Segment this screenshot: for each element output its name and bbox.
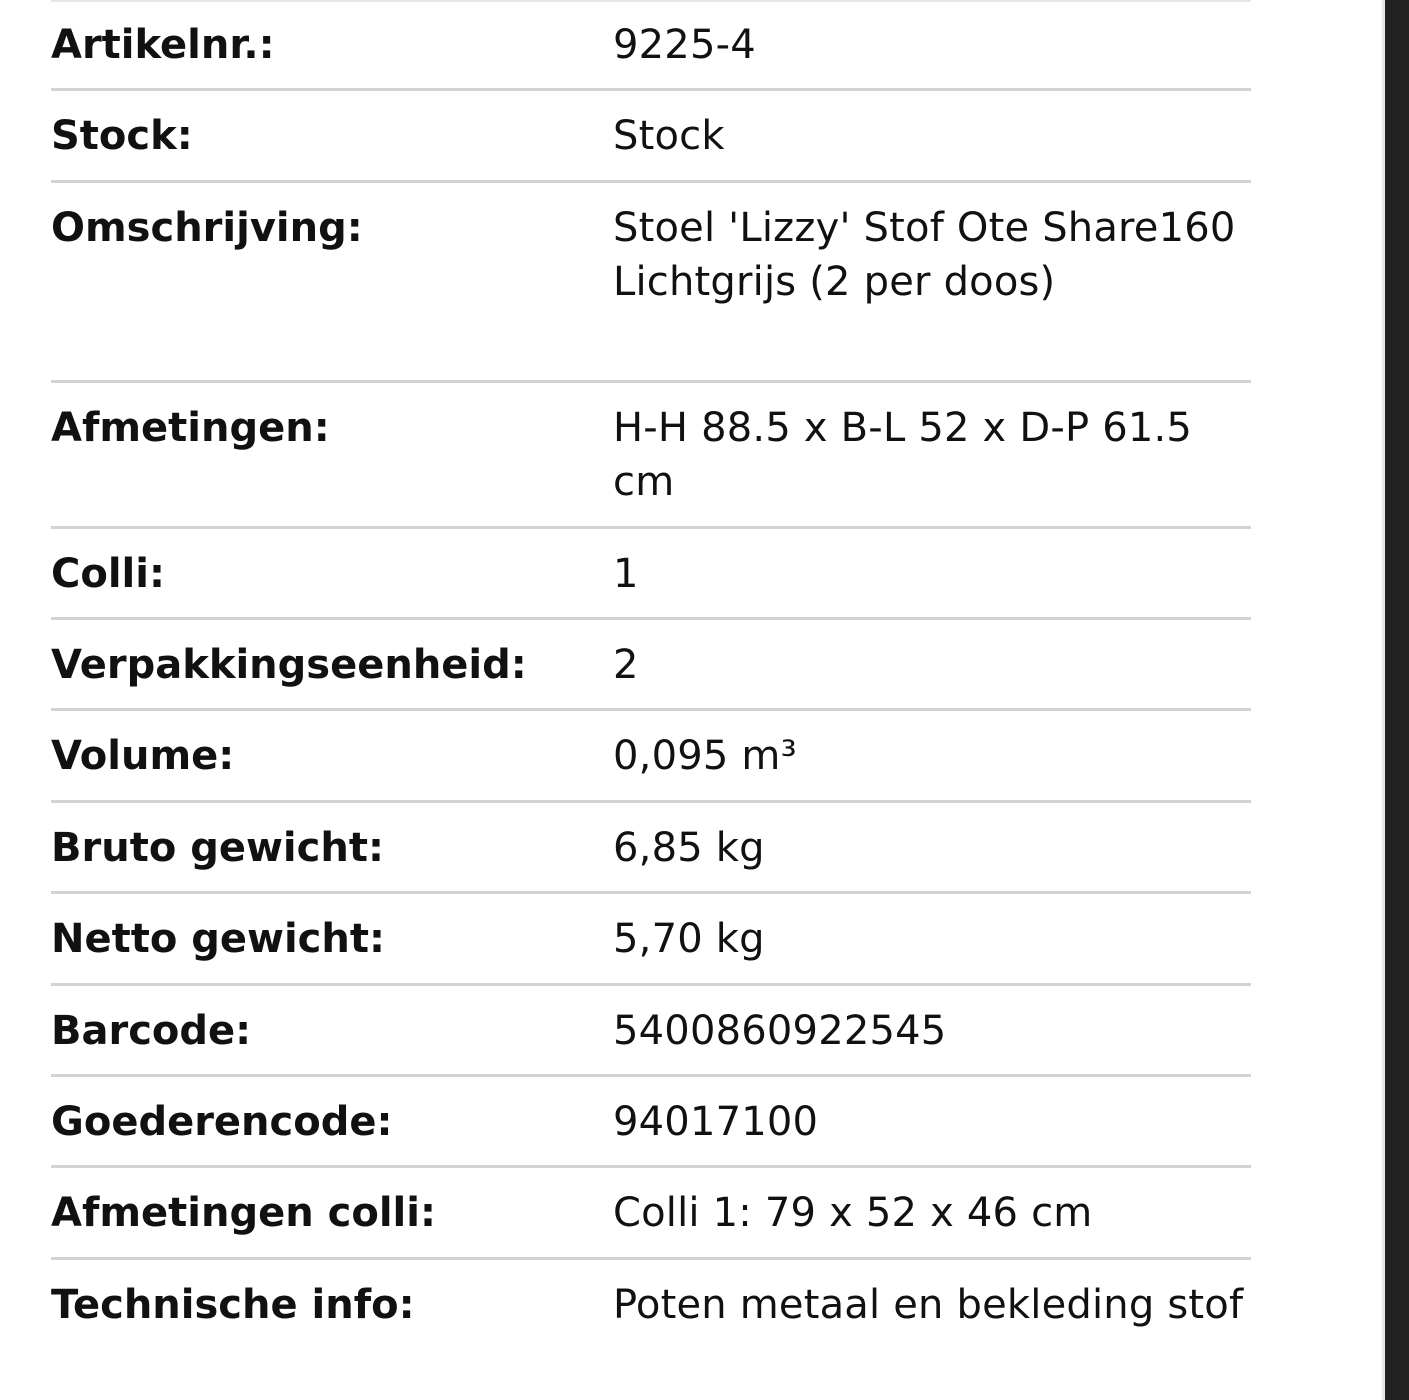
spec-label: Netto gewicht: <box>51 916 385 962</box>
product-spec-table <box>51 0 1251 1400</box>
spec-label: Goederencode: <box>51 1099 393 1145</box>
spec-row-stock <box>51 91 1251 183</box>
spec-value: 2 <box>613 642 639 688</box>
spec-value: Stoel 'Lizzy' Stof Ote Share160 Lichtgrijs (2 per doos) <box>613 205 1236 305</box>
spec-value: 6,85 kg <box>613 825 765 871</box>
spec-value: 5,70 kg <box>613 916 765 962</box>
spec-row-barcode <box>51 986 1251 1077</box>
spec-row-description <box>51 183 1251 383</box>
spec-row-dimensions <box>51 383 1251 529</box>
spec-value: 0,095 m³ <box>613 733 797 779</box>
spec-label: Volume: <box>51 733 235 779</box>
spec-label: Bruto gewicht: <box>51 825 384 871</box>
spec-row-packaging-unit <box>51 620 1251 711</box>
spec-row-net-weight <box>51 894 1251 986</box>
spec-row-gross-weight <box>51 803 1251 894</box>
spec-value: Poten metaal en bekleding stof <box>613 1282 1244 1328</box>
spec-label: Barcode: <box>51 1008 252 1054</box>
spec-row-colli <box>51 529 1251 620</box>
spec-value: 94017100 <box>613 1099 819 1145</box>
spec-value: 1 <box>613 551 639 597</box>
spec-label: Omschrijving: <box>51 205 363 251</box>
spec-value: H-H 88.5 x B-L 52 x D-P 61.5 cm <box>613 405 1193 505</box>
spec-value: Colli 1: 79 x 52 x 46 cm <box>613 1190 1093 1236</box>
spec-value: 5400860922545 <box>613 1008 947 1054</box>
spec-row-article-number <box>51 0 1251 91</box>
spec-row-colli-dimensions <box>51 1168 1251 1260</box>
spec-row-technical-info <box>51 1260 1251 1400</box>
spec-label: Afmetingen: <box>51 405 330 451</box>
spec-row-volume <box>51 711 1251 803</box>
spec-label: Afmetingen colli: <box>51 1190 436 1236</box>
spec-label: Technische info: <box>51 1282 415 1328</box>
spec-label: Verpakkingseenheid: <box>51 642 527 688</box>
spec-label: Stock: <box>51 113 193 159</box>
spec-label: Artikelnr.: <box>51 22 275 68</box>
spec-value: 9225-4 <box>613 22 756 68</box>
spec-label: Colli: <box>51 551 165 597</box>
spec-row-goods-code <box>51 1077 1251 1168</box>
page-edge-bar <box>1385 0 1409 1400</box>
spec-value: Stock <box>613 113 725 159</box>
